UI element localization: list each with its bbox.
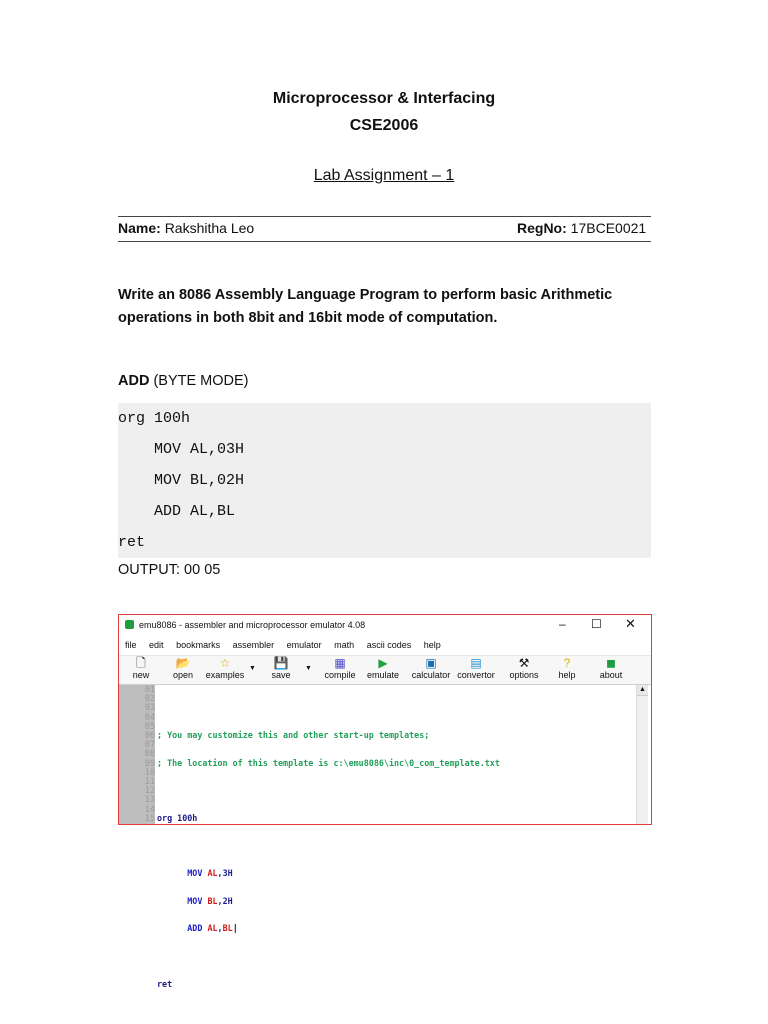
name-value: Rakshitha Leo [164, 220, 255, 236]
emulate-label: emulate [366, 670, 400, 680]
menu-assembler[interactable]: assembler [232, 640, 275, 650]
register: AL [207, 868, 218, 879]
editor-code-line [157, 869, 635, 878]
line-number: 11 [144, 776, 155, 787]
line-number: 14 [144, 803, 155, 814]
new-button[interactable] [119, 656, 163, 680]
close-icon[interactable]: ✕ [625, 616, 636, 631]
editor-code-line [157, 897, 635, 906]
code-line: org 100h [118, 410, 191, 427]
examples-label: examples [205, 670, 245, 680]
emulator-window [118, 614, 652, 989]
name-label: Name: [118, 220, 161, 236]
save-button[interactable] [259, 656, 303, 680]
star-icon: ☆ [219, 656, 231, 670]
examples-button[interactable] [203, 656, 247, 680]
about-icon: ◼ [606, 656, 616, 670]
register: BL [207, 895, 218, 906]
course-code: CSE2006 [349, 117, 419, 134]
code-block [118, 403, 651, 558]
floppy-icon: 💾 [273, 656, 289, 670]
new-label: new [132, 670, 150, 680]
line-number: 03 [144, 702, 155, 713]
code-line: MOV BL,02H [118, 472, 245, 489]
course-title: Microprocessor & Interfacing [272, 90, 496, 107]
line-number: 15 [144, 812, 155, 823]
options-button[interactable] [502, 656, 546, 680]
open-button[interactable] [161, 656, 205, 680]
text-cursor: | [232, 923, 238, 934]
student-name [118, 220, 254, 236]
output-text: OUTPUT: 00 05 [118, 562, 221, 578]
mnemonic: ADD [187, 923, 203, 934]
about-label: about [599, 670, 623, 680]
section-mode: (BYTE MODE) [153, 373, 249, 389]
bottom-divider [118, 241, 651, 242]
calculator-button[interactable] [409, 656, 453, 680]
compile-icon: ▦ [334, 656, 346, 670]
line-number-gutter [119, 685, 155, 824]
line-number: 08 [144, 748, 155, 759]
compile-label: compile [324, 670, 356, 680]
editor-code-line [157, 924, 635, 933]
line-number: 01 [144, 684, 155, 694]
options-label: options [509, 670, 539, 680]
save-label: save [271, 670, 291, 680]
save-dropdown-icon[interactable]: ▼ [305, 665, 312, 672]
operand: ,2H [217, 895, 233, 906]
folder-icon: 📂 [175, 656, 191, 670]
line-number: 09 [144, 757, 155, 768]
line-number: 13 [144, 794, 155, 805]
scroll-up-icon[interactable]: ▲ [637, 685, 648, 696]
app-icon [125, 620, 134, 629]
convertor-icon: ▤ [470, 656, 482, 670]
emulate-button[interactable] [361, 656, 405, 680]
editor-comment-line: ; You may customize this and other start-up templates; [157, 730, 430, 741]
regno-value: 17BCE0021 [570, 220, 647, 236]
code-editor[interactable] [157, 685, 635, 1007]
code-line: ADD AL,BL [118, 503, 236, 520]
compile-button[interactable] [318, 656, 362, 680]
toolbar [119, 655, 651, 685]
question-line-1: Write an 8086 Assembly Language Program to perform basic Arithmetic [118, 287, 613, 303]
calculator-label: calculator [411, 670, 451, 680]
question [118, 284, 658, 330]
maximize-icon[interactable]: ☐ [591, 617, 602, 631]
line-number: 04 [144, 711, 155, 722]
question-line-2: operations in both 8bit and 16bit mode of computation. [118, 310, 498, 326]
register: BL [222, 923, 233, 934]
lab-assignment-title: Lab Assignment – 1 [313, 167, 455, 184]
menu-math[interactable]: math [334, 640, 355, 650]
line-number: 02 [144, 693, 155, 704]
menu-help[interactable]: help [423, 640, 441, 650]
vertical-scrollbar[interactable] [636, 685, 648, 824]
editor-ret-line: ret [157, 978, 173, 989]
help-button[interactable] [545, 656, 589, 680]
register: AL [207, 923, 218, 934]
mnemonic: MOV [187, 868, 203, 879]
convertor-label: convertor [457, 670, 495, 680]
section-title: ADD [118, 373, 150, 389]
help-label: help [558, 670, 576, 680]
student-regno [517, 220, 646, 236]
line-number: 12 [144, 785, 155, 796]
calculator-icon: ▣ [425, 656, 437, 670]
mnemonic: MOV [187, 895, 203, 906]
line-number: 05 [144, 720, 155, 731]
line-number: 07 [144, 739, 155, 750]
menu-emulator[interactable]: emulator [286, 640, 322, 650]
code-line: ret [118, 534, 146, 551]
section-heading [118, 373, 249, 389]
title-bar [119, 615, 651, 637]
convertor-button[interactable] [454, 656, 498, 680]
about-button[interactable] [589, 656, 633, 680]
window-title: emu8086 - assembler and microprocessor emulator 4.08 [139, 620, 366, 630]
new-file-icon: 🗋 [136, 656, 146, 670]
tools-icon: ⚒ [518, 656, 530, 670]
examples-dropdown-icon[interactable]: ▼ [249, 665, 256, 672]
minimize-icon[interactable]: – [559, 617, 566, 631]
top-divider [118, 216, 651, 217]
operand: ,3H [217, 868, 233, 879]
line-number: 06 [144, 730, 155, 741]
code-line: MOV AL,03H [118, 441, 245, 458]
menu-bookmarks[interactable]: bookmarks [176, 640, 221, 650]
menu-file[interactable]: file [125, 640, 137, 650]
editor-comment-line: ; The location of this template is c:\emu8086\inc\0_com_template.txt [157, 757, 500, 768]
help-icon: ? [563, 656, 571, 670]
line-number: 10 [144, 766, 155, 777]
regno-label: RegNo: [517, 220, 567, 236]
open-label: open [172, 670, 194, 680]
editor-org-line: org 100h [157, 812, 198, 823]
play-icon: ▶ [378, 656, 388, 670]
menu-bar [125, 640, 451, 650]
menu-edit[interactable]: edit [149, 640, 164, 650]
operand: , [217, 923, 223, 934]
menu-ascii-codes[interactable]: ascii codes [366, 640, 412, 650]
